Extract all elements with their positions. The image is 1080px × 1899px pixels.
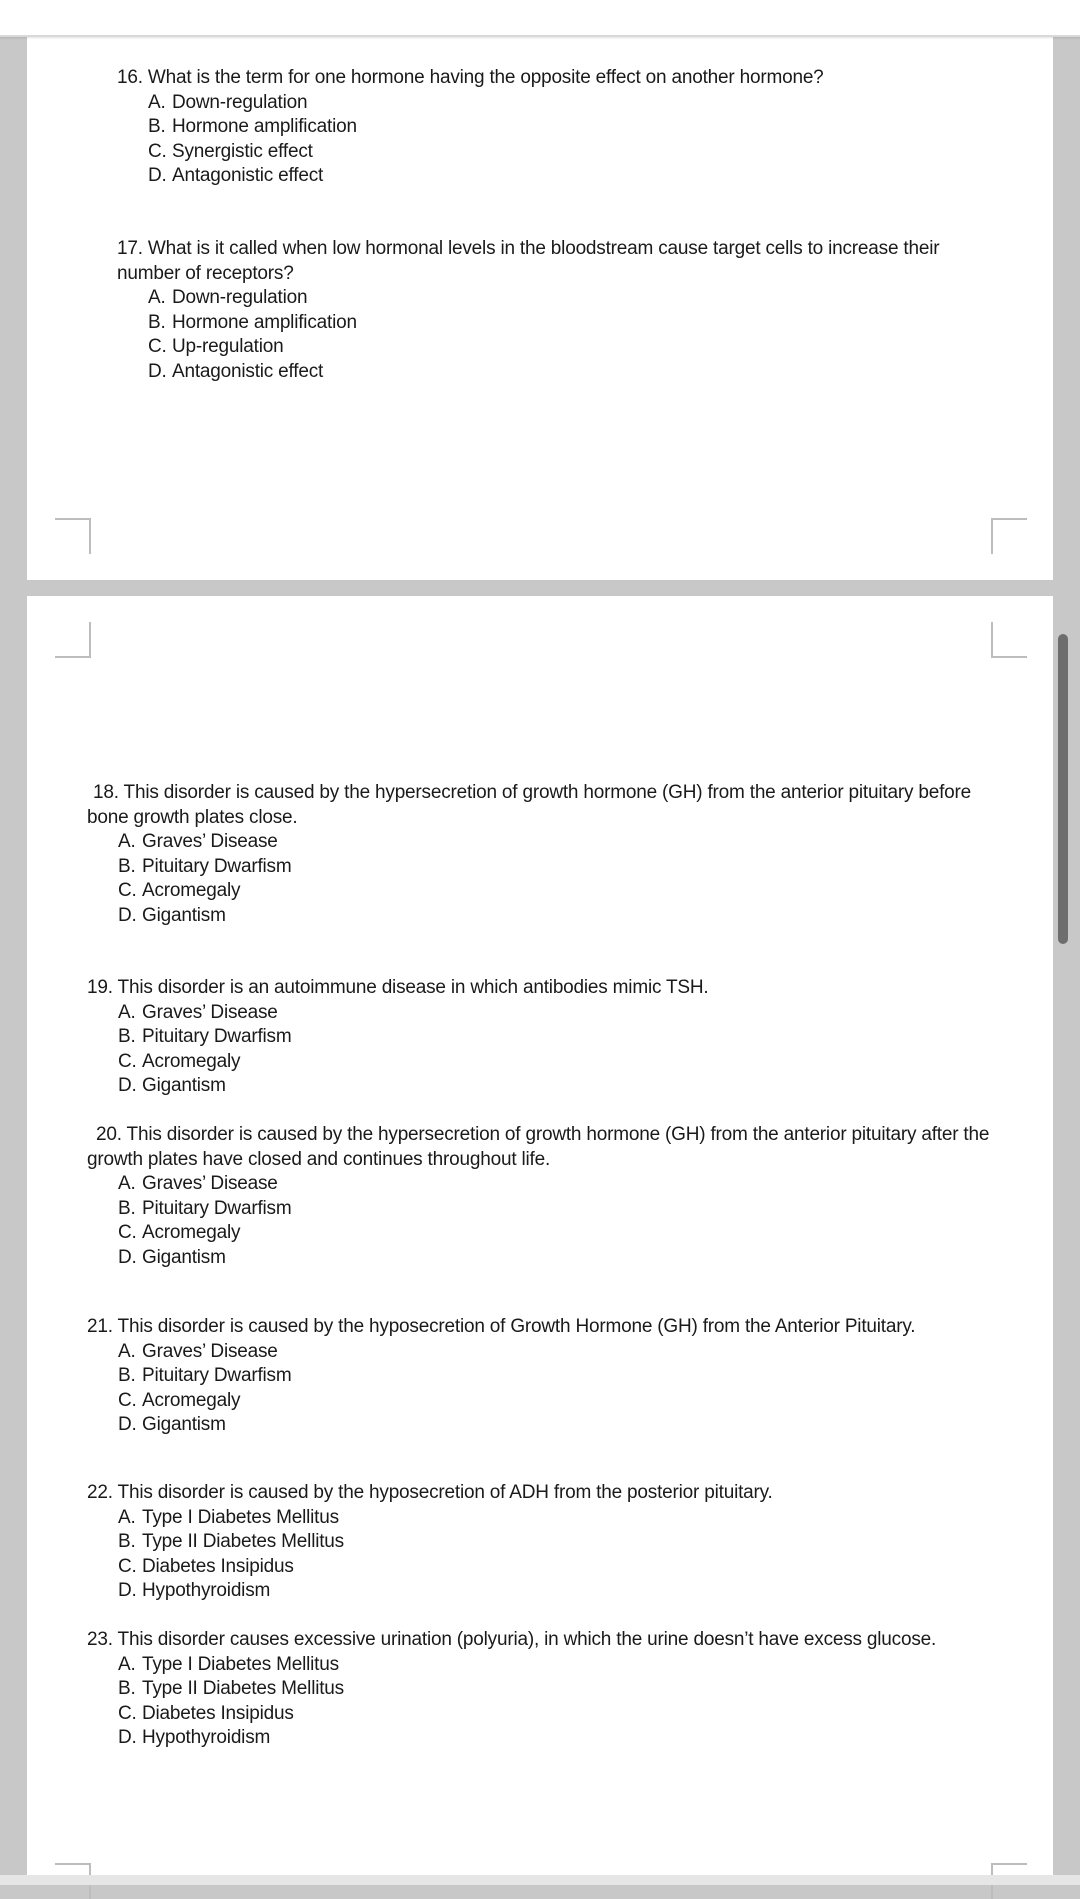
answer-option[interactable]: C. Synergistic effect [148,140,313,162]
scrollbar-thumb[interactable] [1058,634,1068,944]
document-page-1 [27,37,1053,580]
answer-options [117,286,977,384]
answer-option[interactable]: D. Gigantism [118,1414,226,1435]
answer-option[interactable]: D. Antagonistic effect [148,360,324,382]
answer-option[interactable]: C. Acromegaly [118,1222,241,1243]
page-margin-marker [991,518,1027,554]
question-stem: 23. This disorder causes excessive urination (polyuria), in which the urine doesn’t have excess glucose. [87,1629,937,1650]
answer-option[interactable]: C. Acromegaly [118,880,241,901]
answer-options [87,1172,1007,1270]
answer-option[interactable]: C. Up-regulation [148,336,284,357]
answer-option[interactable]: D. Gigantism [118,904,226,926]
answer-option[interactable]: A. Graves’ Disease [118,1001,278,1023]
question-17 [117,237,977,384]
question-stem: 22. This disorder is caused by the hyposecretion of ADH from the posterior pituitary. [87,1482,773,1503]
answer-option[interactable]: B. Type II Diabetes Mellitus [118,1531,344,1552]
viewer-top-bar [0,0,1080,37]
answer-option[interactable]: B. Pituitary Dwarfism [118,855,292,877]
answer-option[interactable]: A. Down-regulation [148,287,308,308]
answer-option[interactable]: A. Down-regulation [148,91,308,113]
page-margin-marker [55,518,91,554]
answer-option[interactable]: B. Pituitary Dwarfism [118,1365,292,1386]
answer-options [87,1653,1017,1751]
answer-option[interactable]: B. Hormone amplification [148,311,357,333]
question-stem: 17. What is it called when low hormonal levels in the bloodstream cause target cells to increase their number of receptors? [117,238,940,284]
question-stem: 16. What is the term for one hormone having the opposite effect on another hormone? [117,67,824,88]
answer-option[interactable]: C. Acromegaly [118,1389,241,1411]
question-16 [117,66,977,189]
answer-option[interactable]: D. Gigantism [118,1075,226,1096]
answer-option[interactable]: A. Graves’ Disease [118,1340,278,1362]
answer-option[interactable]: D. Antagonistic effect [148,165,324,186]
viewer-bottom-edge [0,1875,1080,1885]
question-18 [87,781,1007,928]
answer-options [87,1001,1007,1099]
answer-options [117,91,977,189]
answer-option[interactable]: A. Graves’ Disease [118,831,278,852]
answer-options [87,1340,1007,1438]
answer-option[interactable]: D. Hypothyroidism [118,1580,271,1601]
page-margin-marker [55,622,91,658]
answer-option[interactable]: C. Diabetes Insipidus [118,1702,294,1724]
answer-options [87,1506,1007,1604]
question-stem: 20. This disorder is caused by the hypersecretion of growth hormone (GH) from the anterior pituitary after the growth plates have closed and continues throughout life. [87,1124,990,1170]
question-stem: 21. This disorder is caused by the hyposecretion of Growth Hormone (GH) from the Anterior Pituitary. [87,1316,916,1337]
page-margin-marker [991,622,1027,658]
document-page-2 [27,596,1053,1885]
question-19 [87,976,1007,1099]
question-stem: 18. This disorder is caused by the hypersecretion of growth hormone (GH) from the anterior pituitary before bone growth plates close. [87,782,972,828]
answer-option[interactable]: A. Type I Diabetes Mellitus [118,1506,339,1528]
answer-option[interactable]: D. Hypothyroidism [118,1727,271,1748]
answer-option[interactable]: B. Hormone amplification [148,116,357,137]
question-23 [87,1628,1017,1751]
answer-option[interactable]: A. Graves’ Disease [118,1173,278,1194]
answer-option[interactable]: A. Type I Diabetes Mellitus [118,1653,339,1675]
question-20 [87,1123,1007,1270]
answer-option[interactable]: B. Pituitary Dwarfism [118,1026,292,1047]
answer-option[interactable]: B. Pituitary Dwarfism [118,1197,292,1219]
question-22 [87,1481,1007,1604]
answer-options [87,830,1007,928]
answer-option[interactable]: D. Gigantism [118,1246,226,1268]
answer-option[interactable]: B. Type II Diabetes Mellitus [118,1678,344,1699]
question-stem: 19. This disorder is an autoimmune disease in which antibodies mimic TSH. [87,977,709,998]
question-21 [87,1315,1007,1438]
answer-option[interactable]: C. Diabetes Insipidus [118,1555,294,1577]
answer-option[interactable]: C. Acromegaly [118,1050,241,1072]
